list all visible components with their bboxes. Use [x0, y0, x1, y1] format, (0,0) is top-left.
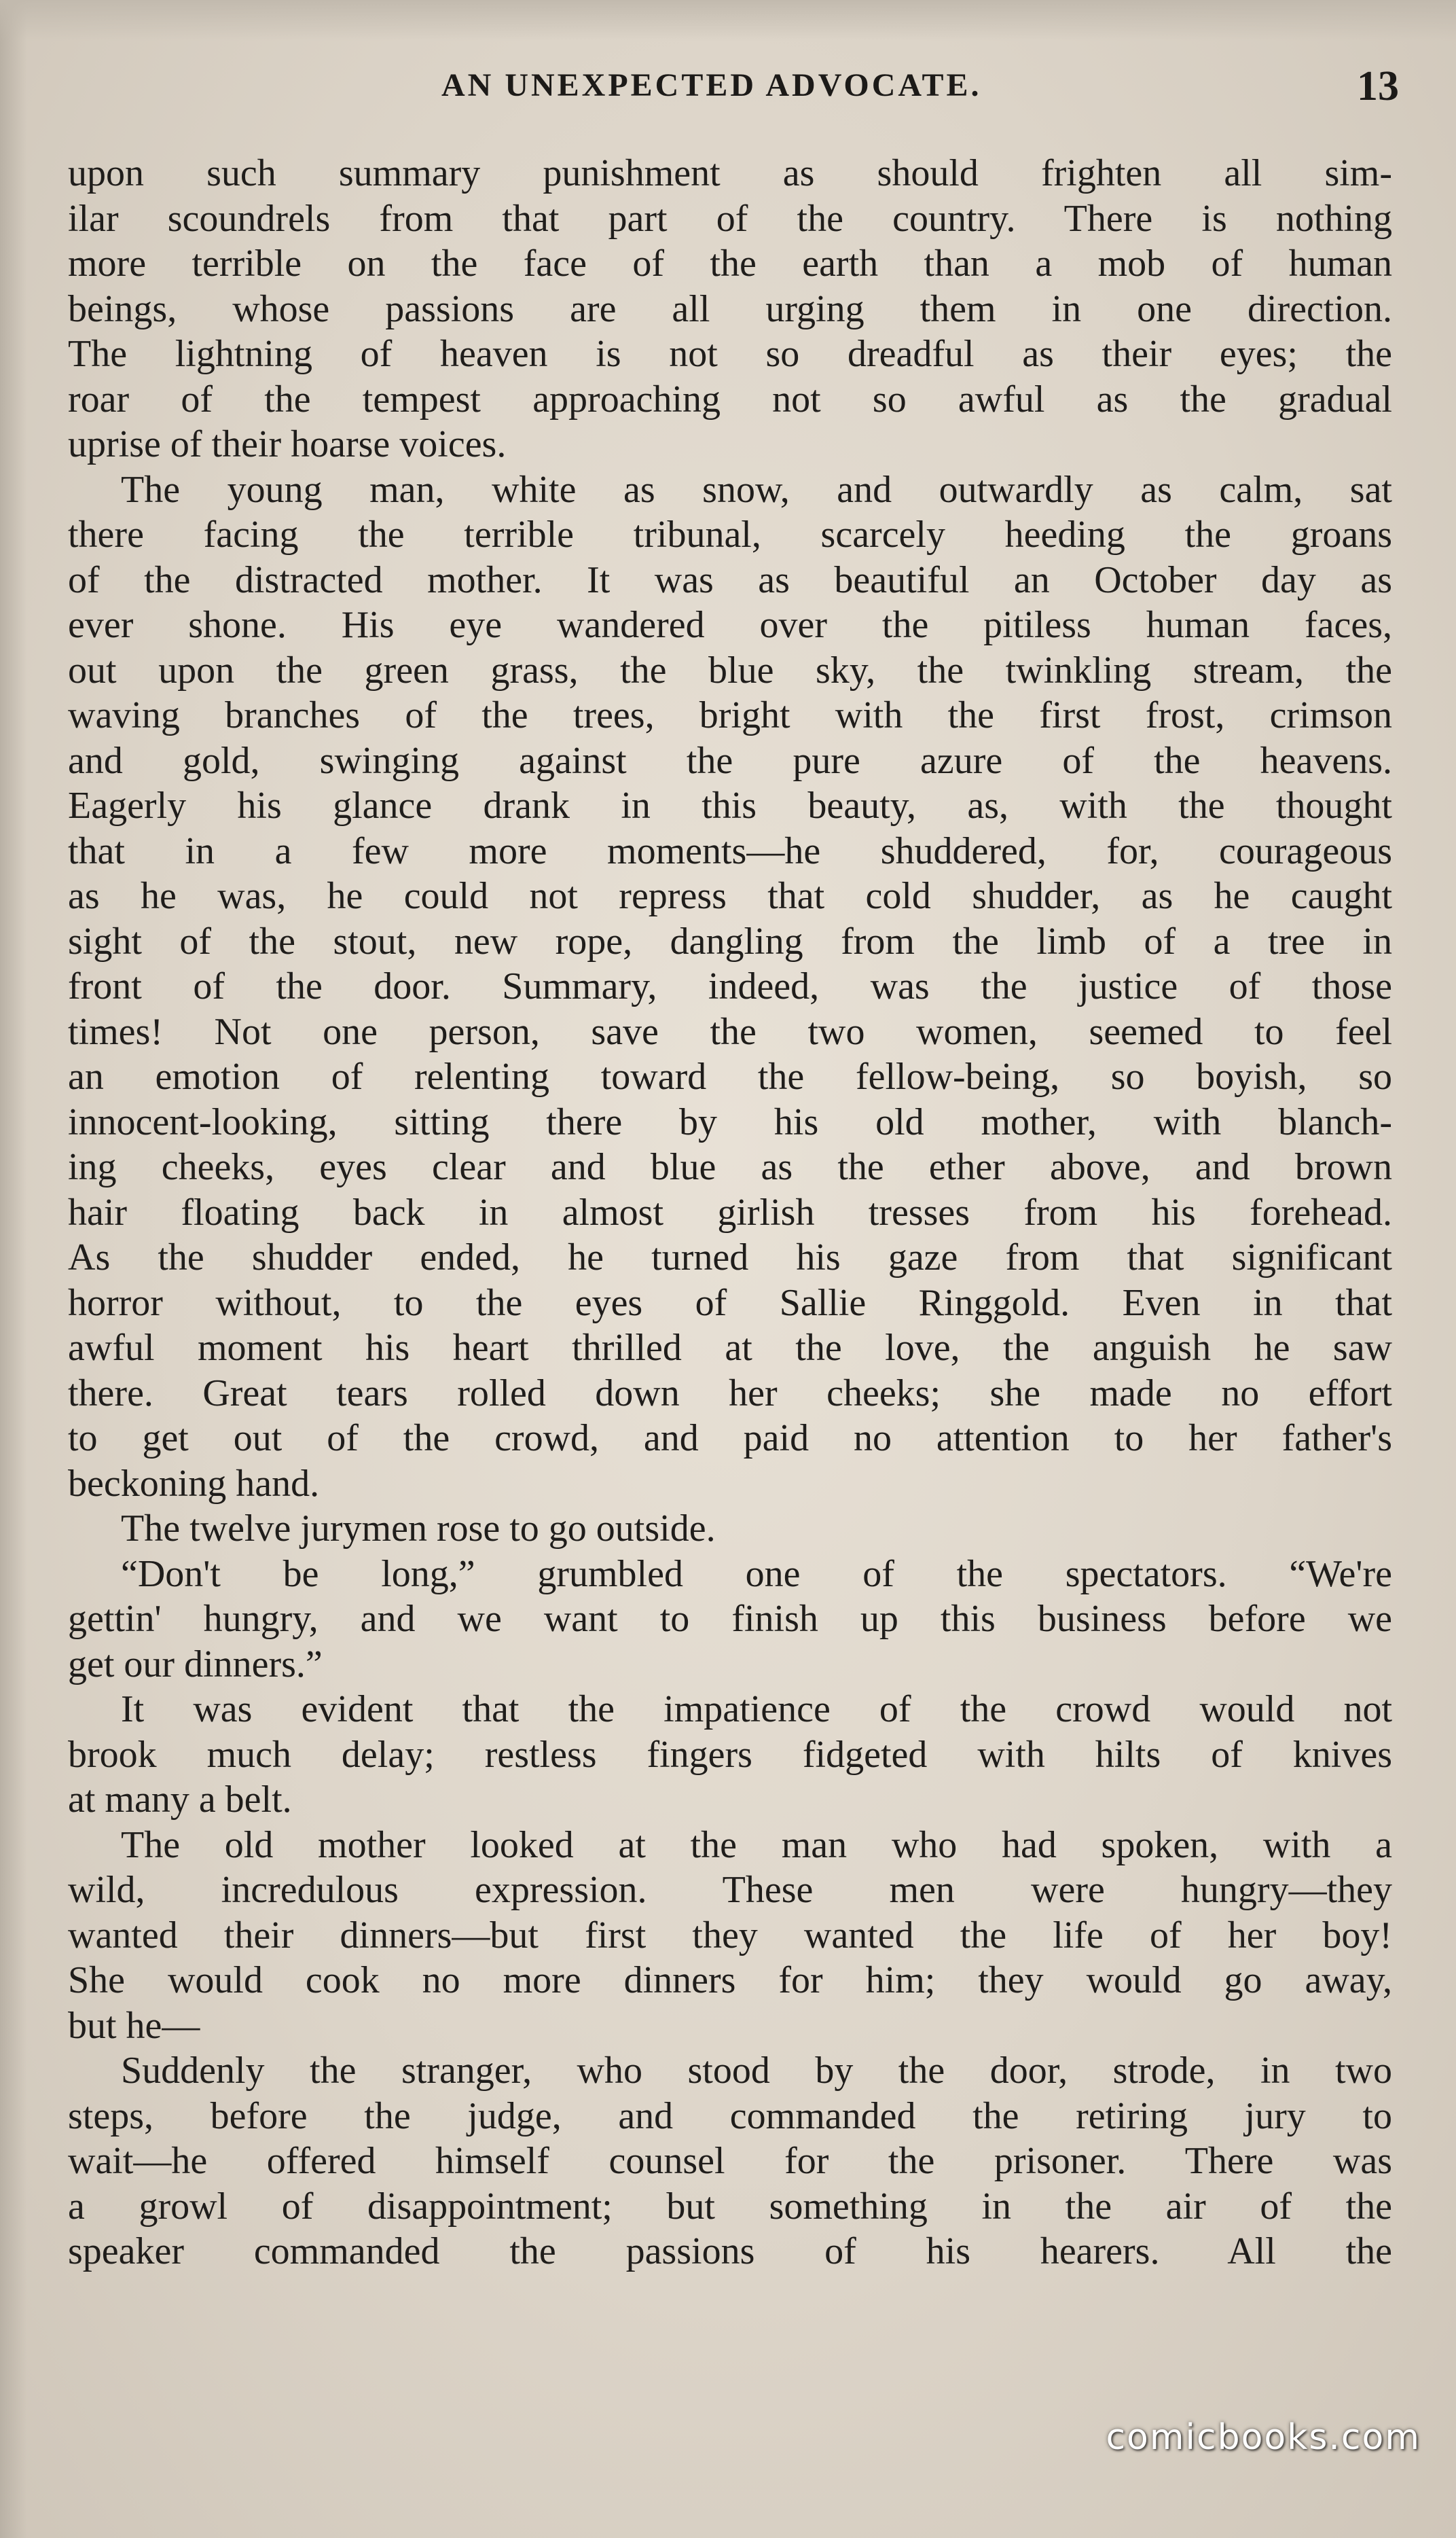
text-line: and gold, swinging against the pure azure of the heavens. — [68, 739, 1392, 782]
text-line: The young man, white as snow, and outwardly as calm, sat — [121, 468, 1392, 511]
text-line: ilar scoundrels from that part of the country. There is nothing — [68, 197, 1392, 240]
text-line: sight of the stout, new rope, dangling from the limb of a tree in — [68, 920, 1392, 963]
text-line: there facing the terrible tribunal, scarcely heeding the groans — [68, 514, 1392, 556]
text-line: It was evident that the impatience of the crowd would not — [121, 1688, 1392, 1730]
text-line: ever shone. His eye wandered over the pitiless human faces, — [68, 604, 1392, 646]
text-line: Suddenly the stranger, who stood by the door, strode, in two — [121, 2050, 1392, 2092]
text-line: steps, before the judge, and commanded the retiring jury to — [68, 2094, 1392, 2137]
text-line: hair floating back in almost girlish tresses from his forehead. — [68, 1191, 1392, 1234]
text-line: more terrible on the face of the earth than a mob of human — [68, 243, 1392, 285]
text-line: as he was, he could not repress that cold shudder, as he caught — [68, 875, 1392, 917]
text-line: an emotion of relenting toward the fellow-being, so boyish, so — [68, 1056, 1392, 1098]
text-line: wanted their dinners—but first they wanted the life of her boy! — [68, 1914, 1392, 1956]
text-line: “Don't be long,” grumbled one of the spectators. “We're — [121, 1552, 1392, 1595]
text-line: As the shudder ended, he turned his gaze from that significant — [68, 1236, 1392, 1279]
text-line: The twelve jurymen rose to go outside. — [121, 1507, 716, 1550]
text-line: brook much delay; restless fingers fidgeted with hilts of knives — [68, 1733, 1392, 1776]
site-watermark: comicbooks.com — [1106, 2417, 1421, 2458]
text-line: beings, whose passions are all urging them in one direction. — [68, 287, 1392, 330]
text-line: ing cheeks, eyes clear and blue as the ether above, and brown — [68, 1146, 1392, 1188]
page-edge-shadow — [0, 0, 27, 2538]
text-line: speaker commanded the passions of his hearers. All the — [68, 2230, 1392, 2272]
text-line: She would cook no more dinners for him; they would go away, — [68, 1959, 1392, 2001]
text-line: front of the door. Summary, indeed, was the justice of those — [68, 965, 1392, 1007]
text-line: The lightning of heaven is not so dreadful as their eyes; the — [68, 333, 1392, 375]
text-line: waving branches of the trees, bright with the first frost, crimson — [68, 694, 1392, 736]
page-top-shadow — [0, 0, 1456, 41]
text-line: The old mother looked at the man who had spoken, with a — [121, 1823, 1392, 1866]
text-line: wait—he offered himself counsel for the prisoner. There was — [68, 2140, 1392, 2182]
text-line: get our dinners.” — [68, 1643, 323, 1685]
text-line: horror without, to the eyes of Sallie Ringgold. Even in that — [68, 1281, 1392, 1324]
body-text — [68, 151, 1392, 2274]
text-line: a growl of disappointment; but something in the air of the — [68, 2185, 1392, 2228]
text-line: but he— — [68, 2004, 200, 2047]
text-line: gettin' hungry, and we want to finish up this business before we — [68, 1598, 1392, 1640]
text-line: times! Not one person, save the two women, seemed to feel — [68, 1010, 1392, 1053]
text-line: at many a belt. — [68, 1779, 292, 1821]
chapter-title: AN UNEXPECTED ADVOCATE. — [441, 67, 982, 103]
text-line: of the distracted mother. It was as beautiful an October day as — [68, 558, 1392, 601]
text-line: out upon the green grass, the blue sky, the twinkling stream, the — [68, 649, 1392, 692]
text-line: beckoning hand. — [68, 1462, 320, 1505]
text-line: there. Great tears rolled down her cheeks; she made no effort — [68, 1372, 1392, 1414]
text-line: wild, incredulous expression. These men were hungry—they — [68, 1869, 1392, 1911]
text-line: upon such summary punishment as should frighten all sim- — [68, 152, 1392, 194]
page-number: 13 — [1357, 63, 1399, 109]
text-line: to get out of the crowd, and paid no attention to her father's — [68, 1417, 1392, 1459]
text-line: innocent-looking, sitting there by his old mother, with blanch- — [68, 1101, 1392, 1143]
text-line: awful moment his heart thrilled at the love, the anguish he saw — [68, 1327, 1392, 1369]
text-line: uprise of their hoarse voices. — [68, 423, 507, 465]
text-line: that in a few more moments—he shuddered, for, courageous — [68, 829, 1392, 872]
text-line: roar of the tempest approaching not so awful as the gradual — [68, 378, 1392, 421]
text-line: Eagerly his glance drank in this beauty, as, with the thought — [68, 785, 1392, 827]
running-head — [61, 63, 1399, 121]
